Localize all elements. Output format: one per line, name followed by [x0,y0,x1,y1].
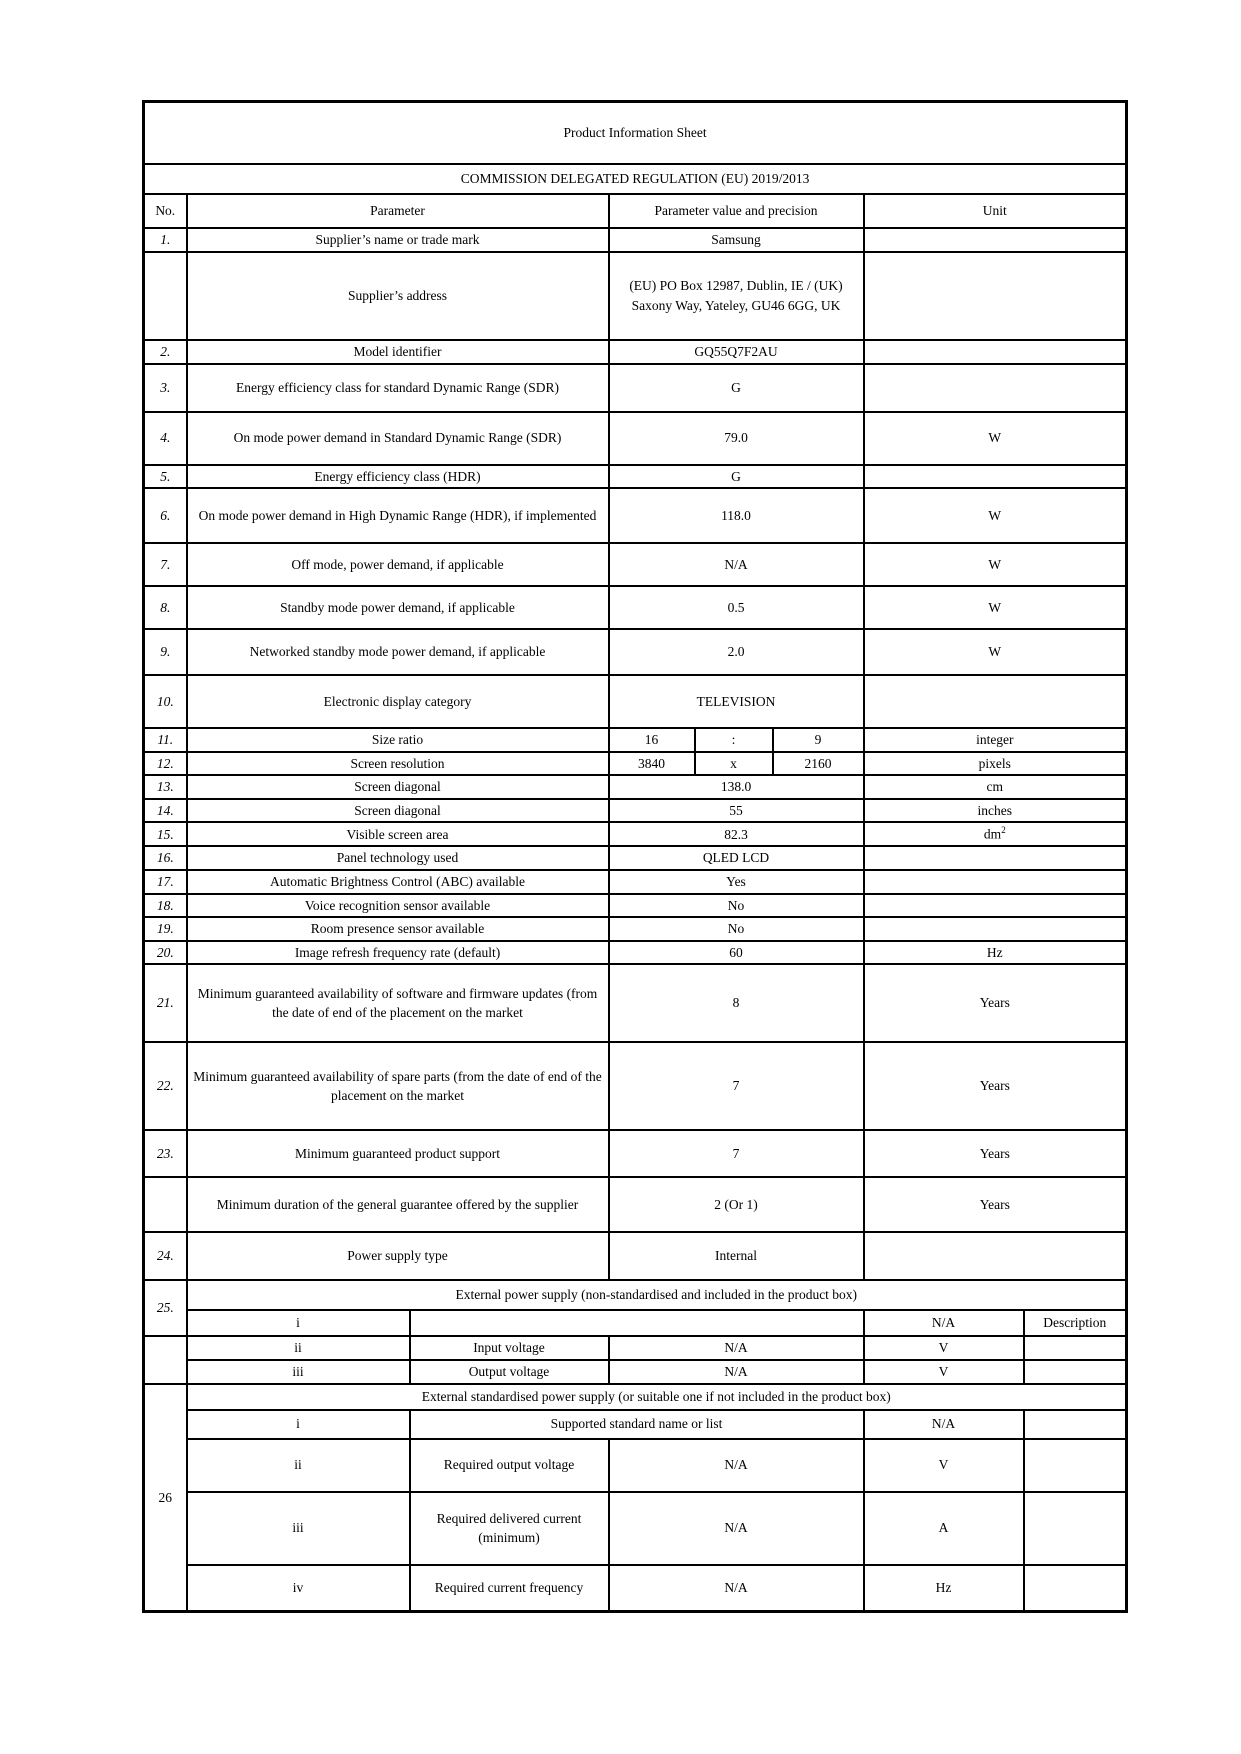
table-row [144,1336,1127,1360]
value-cell: No [609,894,864,918]
description-cell [1024,1410,1127,1439]
table-row [144,1310,1127,1336]
unit-cell [864,870,1127,894]
value-cell: 79.0 [609,412,864,465]
row-number-cell: 9. [144,629,187,675]
unit-cell: W [864,488,1127,543]
parameter-cell: Output voltage [410,1360,609,1384]
parameter-cell: Power supply type [187,1232,609,1280]
table-row [144,543,1127,586]
table-row [144,488,1127,543]
value-cell: (EU) PO Box 12987, Dublin, IE / (UK) Saxony Way, Yateley, GU46 6GG, UK [609,252,864,340]
table-row [144,364,1127,412]
row-number-cell: 20. [144,941,187,965]
unit-cell: A [864,1492,1024,1565]
row-number-cell: 7. [144,543,187,586]
column-header-parameter: Parameter [187,194,609,228]
table-row [144,412,1127,465]
table-row [144,340,1127,364]
description-cell [1024,1360,1127,1384]
value-cell: GQ55Q7F2AU [609,340,864,364]
parameter-cell: Visible screen area [187,822,609,846]
unit-cell: Years [864,1042,1127,1130]
parameter-cell: Screen diagonal [187,799,609,823]
table-row [144,846,1127,870]
value-cell-ratio-sep: : [695,728,773,752]
table-row [144,252,1127,340]
parameter-cell: Model identifier [187,340,609,364]
unit-cell [864,465,1127,489]
subindex-cell: iii [187,1360,410,1384]
parameter-cell: Supplier’s address [187,252,609,340]
table-row [144,1042,1127,1130]
parameter-cell: On mode power demand in High Dynamic Range (HDR), if implemented [187,488,609,543]
parameter-cell: Screen diagonal [187,775,609,799]
table-row [144,752,1127,776]
value-cell: Samsung [609,228,864,252]
row-number-cell: 10. [144,675,187,728]
table-row [144,1360,1127,1384]
unit-cell: N/A [864,1410,1024,1439]
description-cell [1024,1439,1127,1492]
value-cell: Yes [609,870,864,894]
value-cell: 2 (Or 1) [609,1177,864,1232]
row-number-cell [144,252,187,340]
parameter-cell: Standby mode power demand, if applicable [187,586,609,629]
parameter-cell: Supported standard name or list [410,1410,864,1439]
table-row [144,1439,1127,1492]
unit-cell: inches [864,799,1127,823]
parameter-cell: Input voltage [410,1336,609,1360]
parameter-cell: Off mode, power demand, if applicable [187,543,609,586]
value-cell: 60 [609,941,864,965]
unit-cell: V [864,1360,1024,1384]
parameter-cell: Networked standby mode power demand, if applicable [187,629,609,675]
table-row [144,964,1127,1042]
parameter-cell: Required delivered current (minimum) [410,1492,609,1565]
unit-cell [864,917,1127,941]
subindex-cell: ii [187,1336,410,1360]
unit-cell: Hz [864,941,1127,965]
unit-cell: W [864,412,1127,465]
unit-cell [864,228,1127,252]
parameter-cell: Size ratio [187,728,609,752]
value-cell: N/A [609,1492,864,1565]
table-row [144,728,1127,752]
value-cell: 118.0 [609,488,864,543]
row-number-cell: 4. [144,412,187,465]
parameter-cell: Panel technology used [187,846,609,870]
row-number-cell: 3. [144,364,187,412]
parameter-cell: Minimum duration of the general guarantee offered by the supplier [187,1177,609,1232]
column-header-value: Parameter value and precision [609,194,864,228]
parameter-cell: On mode power demand in Standard Dynamic Range (SDR) [187,412,609,465]
table-row [144,822,1127,846]
unit-cell [864,1232,1127,1280]
subindex-cell: ii [187,1439,410,1492]
row-number-cell: 12. [144,752,187,776]
parameter-cell: Minimum guaranteed availability of spare parts (from the date of end of the placement on the market [187,1042,609,1130]
row-number-cell: 23. [144,1130,187,1177]
table-row [144,894,1127,918]
value-cell-ratio-w: 16 [609,728,695,752]
value-cell: N/A [609,1565,864,1612]
description-header-cell: Description [1024,1310,1127,1336]
table-row [144,799,1127,823]
value-cell: 82.3 [609,822,864,846]
table-row [144,629,1127,675]
table-row [144,1384,1127,1410]
row-number-cell: 1. [144,228,187,252]
table-row [144,1410,1127,1439]
parameter-cell: Room presence sensor available [187,917,609,941]
value-cell: 0.5 [609,586,864,629]
row-number-cell [144,1336,187,1384]
unit-cell [864,846,1127,870]
subindex-cell: i [187,1310,410,1336]
unit-cell: W [864,586,1127,629]
value-cell-ratio-h: 9 [773,728,864,752]
row-number-cell: 15. [144,822,187,846]
value-cell-res-h: 2160 [773,752,864,776]
value-cell: 2.0 [609,629,864,675]
value-cell: 7 [609,1130,864,1177]
value-cell: N/A [609,1360,864,1384]
row-number-cell: 2. [144,340,187,364]
value-cell: No [609,917,864,941]
section-header-cell: External power supply (non-standardised and included in the product box) [187,1280,1127,1310]
product-information-table [142,100,1128,1613]
unit-cell [864,340,1127,364]
unit-superscript: 2 [1001,825,1006,836]
table-row [144,1130,1127,1177]
value-cell: TELEVISION [609,675,864,728]
row-number-cell: 22. [144,1042,187,1130]
parameter-cell: Supplier’s name or trade mark [187,228,609,252]
parameter-cell: Energy efficiency class for standard Dynamic Range (SDR) [187,364,609,412]
value-cell: 7 [609,1042,864,1130]
row-number-cell: 16. [144,846,187,870]
table-row [144,1280,1127,1310]
unit-cell: Years [864,1130,1127,1177]
value-cell: N/A [609,543,864,586]
unit-cell: pixels [864,752,1127,776]
value-cell: N/A [609,1336,864,1360]
parameter-cell: Voice recognition sensor available [187,894,609,918]
unit-cell: Years [864,964,1127,1042]
value-cell: QLED LCD [609,846,864,870]
subindex-cell: iv [187,1565,410,1612]
parameter-cell [410,1310,864,1336]
table-row [144,1565,1127,1612]
unit-cell [864,822,1127,846]
regulation-subtitle: COMMISSION DELEGATED REGULATION (EU) 2019/2013 [144,164,1127,194]
unit-cell: W [864,629,1127,675]
table-row [144,941,1127,965]
row-number-cell: 13. [144,775,187,799]
parameter-cell: Minimum guaranteed product support [187,1130,609,1177]
value-cell: N/A [609,1439,864,1492]
row-number-cell: 6. [144,488,187,543]
table-row [144,1232,1127,1280]
row-number-cell: 18. [144,894,187,918]
value-cell: Internal [609,1232,864,1280]
unit-cell: integer [864,728,1127,752]
table-row [144,228,1127,252]
parameter-cell: Image refresh frequency rate (default) [187,941,609,965]
unit-cell [864,675,1127,728]
unit-cell: cm [864,775,1127,799]
row-number-cell: 24. [144,1232,187,1280]
unit-cell: V [864,1336,1024,1360]
parameter-cell: Minimum guaranteed availability of software and firmware updates (from the date of end of the placement on the market [187,964,609,1042]
value-cell: 8 [609,964,864,1042]
value-cell: G [609,465,864,489]
table-row [144,775,1127,799]
value-cell: 138.0 [609,775,864,799]
description-cell [1024,1565,1127,1612]
unit-text: dm [983,826,1002,842]
unit-cell: W [864,543,1127,586]
row-number-cell: 11. [144,728,187,752]
document-title: Product Information Sheet [144,102,1127,164]
unit-cell: N/A [864,1310,1024,1336]
table-row [144,465,1127,489]
subindex-cell: iii [187,1492,410,1565]
value-cell-res-w: 3840 [609,752,695,776]
row-number-cell: 21. [144,964,187,1042]
description-cell [1024,1336,1127,1360]
table-row [144,870,1127,894]
column-header-unit: Unit [864,194,1127,228]
parameter-cell: Automatic Brightness Control (ABC) available [187,870,609,894]
row-number-cell: 5. [144,465,187,489]
subindex-cell: i [187,1410,410,1439]
table-row [144,917,1127,941]
value-cell: 55 [609,799,864,823]
section-header-cell: External standardised power supply (or suitable one if not included in the product box) [187,1384,1127,1410]
table-row [144,1492,1127,1565]
row-number-cell: 8. [144,586,187,629]
column-header-no: No. [144,194,187,228]
row-number-cell [144,1177,187,1232]
row-number-cell: 25. [144,1280,187,1336]
unit-cell: V [864,1439,1024,1492]
parameter-cell: Required output voltage [410,1439,609,1492]
row-number-cell: 26 [144,1384,187,1612]
table-row [144,675,1127,728]
parameter-cell: Energy efficiency class (HDR) [187,465,609,489]
table-row [144,586,1127,629]
parameter-cell: Required current frequency [410,1565,609,1612]
row-number-cell: 14. [144,799,187,823]
unit-cell [864,894,1127,918]
parameter-cell: Screen resolution [187,752,609,776]
unit-cell: Hz [864,1565,1024,1612]
description-cell [1024,1492,1127,1565]
unit-cell: Years [864,1177,1127,1232]
row-number-cell: 19. [144,917,187,941]
table-row [144,1177,1127,1232]
unit-cell [864,364,1127,412]
value-cell-res-sep: x [695,752,773,776]
parameter-cell: Electronic display category [187,675,609,728]
row-number-cell: 17. [144,870,187,894]
unit-cell [864,252,1127,340]
value-cell: G [609,364,864,412]
